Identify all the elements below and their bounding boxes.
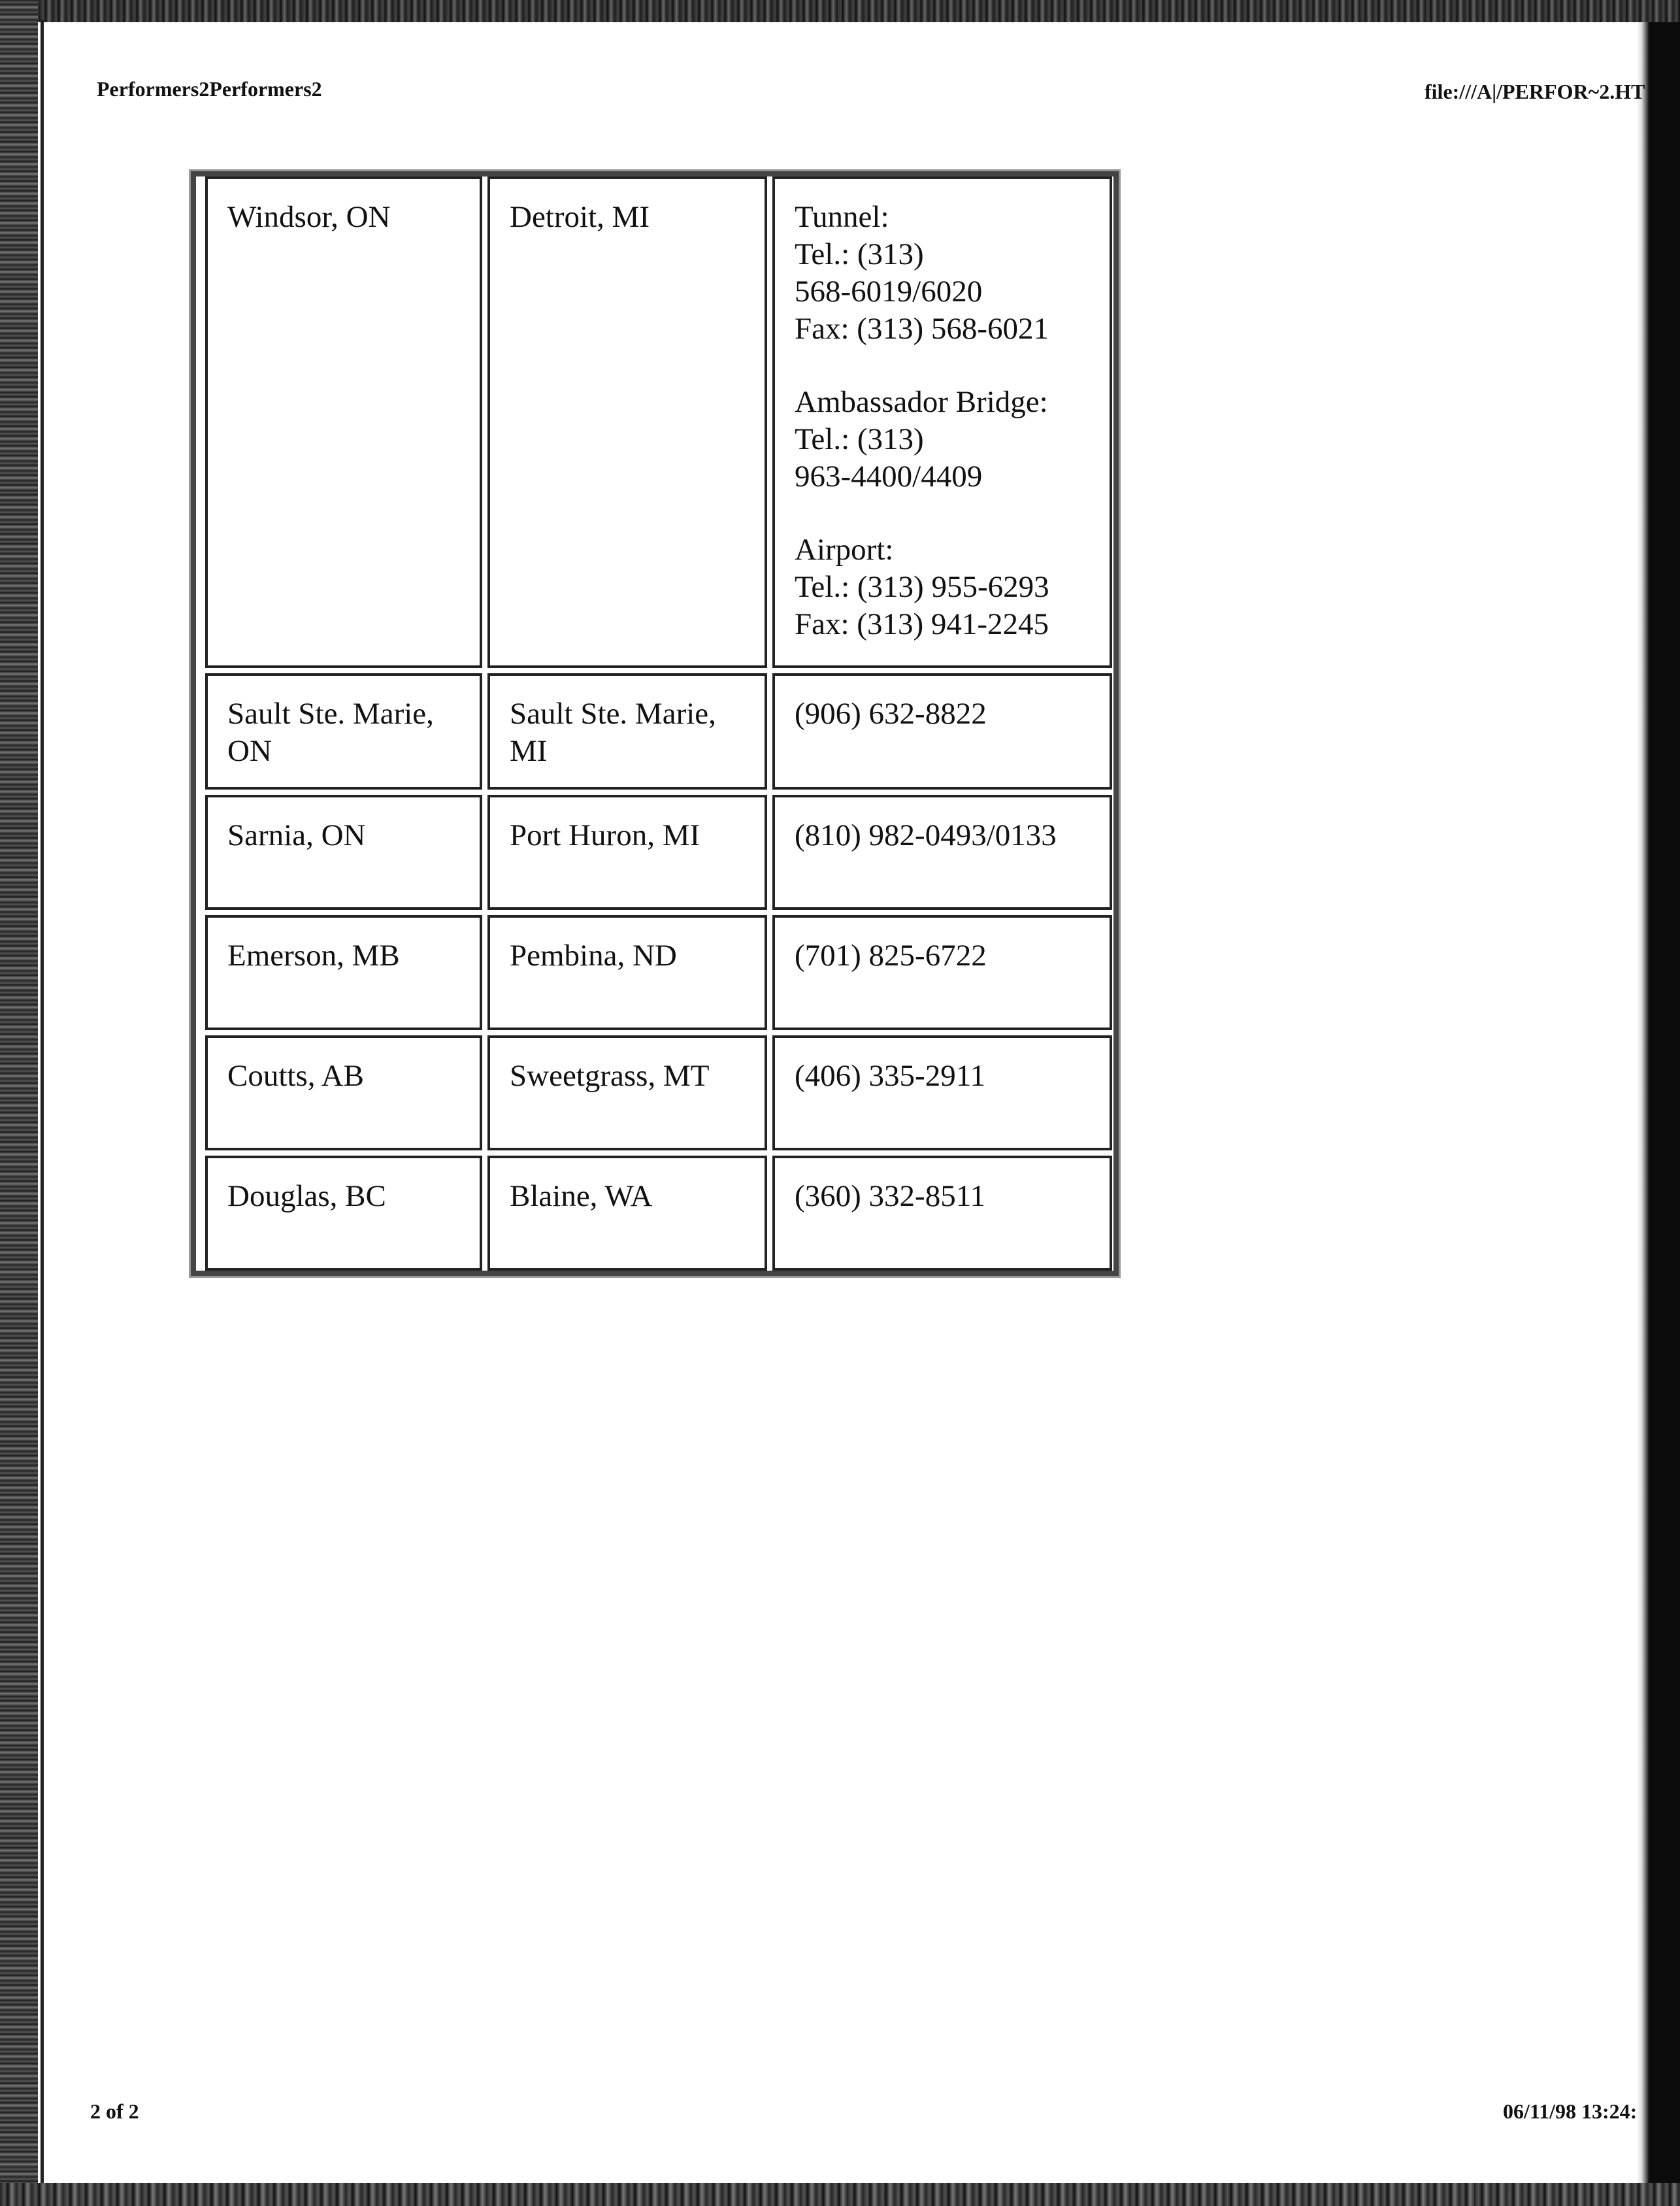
scan-edge-right <box>1649 22 1680 2183</box>
phone-number: (360) 332-8511 <box>795 1179 985 1213</box>
contact-line: Ambassador Bridge: <box>795 385 1048 419</box>
scan-edge-top <box>0 0 1680 22</box>
table-cell-canada <box>205 795 482 910</box>
contact-line: Tel.: (313) 955-6293 <box>795 570 1049 604</box>
contact-block-bridge <box>795 384 1090 495</box>
canada-location: Emerson, MB <box>227 939 400 973</box>
contact-line: Tel.: (313) <box>795 422 924 456</box>
phone-number: (701) 825-6722 <box>795 939 987 973</box>
table-cell-phone <box>772 795 1112 910</box>
scan-edge-right-shade <box>1637 22 1649 2183</box>
canada-location: Douglas, BC <box>227 1179 386 1213</box>
table-cell-us <box>487 673 767 790</box>
us-location: Sweetgrass, MT <box>510 1059 710 1093</box>
table-cell-phone <box>772 915 1112 1030</box>
phone-number: (906) 632-8822 <box>795 697 987 731</box>
border-crossings-table <box>191 171 1119 1276</box>
canada-location: Sarnia, ON <box>227 818 366 852</box>
table-cell-us <box>487 1035 767 1150</box>
us-location: Blaine, WA <box>510 1179 653 1213</box>
contact-line: Airport: <box>795 533 894 567</box>
contact-block-tunnel <box>795 199 1090 348</box>
contact-line: 963-4400/4409 <box>795 460 983 493</box>
contact-line: Fax: (313) 568-6021 <box>795 312 1049 346</box>
page-header-url: file:///A|/PERFOR~2.HT <box>1425 80 1645 103</box>
print-timestamp: 06/11/98 13:24: <box>1503 2099 1638 2123</box>
contact-line: Tunnel: <box>795 200 889 234</box>
table-cell-us <box>487 1156 767 1271</box>
us-location: Sault Ste. Marie, MI <box>510 697 716 768</box>
scan-edge-left <box>0 0 38 2206</box>
table-cell-canada <box>205 176 482 668</box>
table-cell-contacts <box>772 176 1112 668</box>
table-cell-canada <box>205 1156 482 1271</box>
phone-number: (810) 982-0493/0133 <box>795 818 1057 852</box>
page-header-title: Performers2Performers2 <box>97 77 322 101</box>
us-location: Port Huron, MI <box>510 818 700 852</box>
canada-location: Windsor, ON <box>227 200 391 234</box>
table-cell-phone <box>772 1035 1112 1150</box>
canada-location: Coutts, AB <box>227 1059 364 1093</box>
scan-edge-bottom <box>0 2183 1680 2206</box>
us-location: Pembina, ND <box>510 939 677 973</box>
scan-edge-left-line <box>41 20 44 2190</box>
canada-location: Sault Ste. Marie, ON <box>227 697 434 768</box>
table-cell-canada <box>205 673 482 790</box>
us-location: Detroit, MI <box>510 200 650 234</box>
table-cell-phone <box>772 1156 1112 1271</box>
table-cell-canada <box>205 1035 482 1150</box>
table-cell-us <box>487 915 767 1030</box>
table-cell-us <box>487 176 767 668</box>
page-number: 2 of 2 <box>90 2099 139 2123</box>
table-cell-phone <box>772 673 1112 790</box>
contact-block-airport <box>795 531 1090 643</box>
contact-line: 568-6019/6020 <box>795 275 983 309</box>
table-cell-us <box>487 795 767 910</box>
contact-line: Fax: (313) 941-2245 <box>795 607 1049 641</box>
contact-line: Tel.: (313) <box>795 237 924 271</box>
phone-number: (406) 335-2911 <box>795 1059 985 1093</box>
table-cell-canada <box>205 915 482 1030</box>
